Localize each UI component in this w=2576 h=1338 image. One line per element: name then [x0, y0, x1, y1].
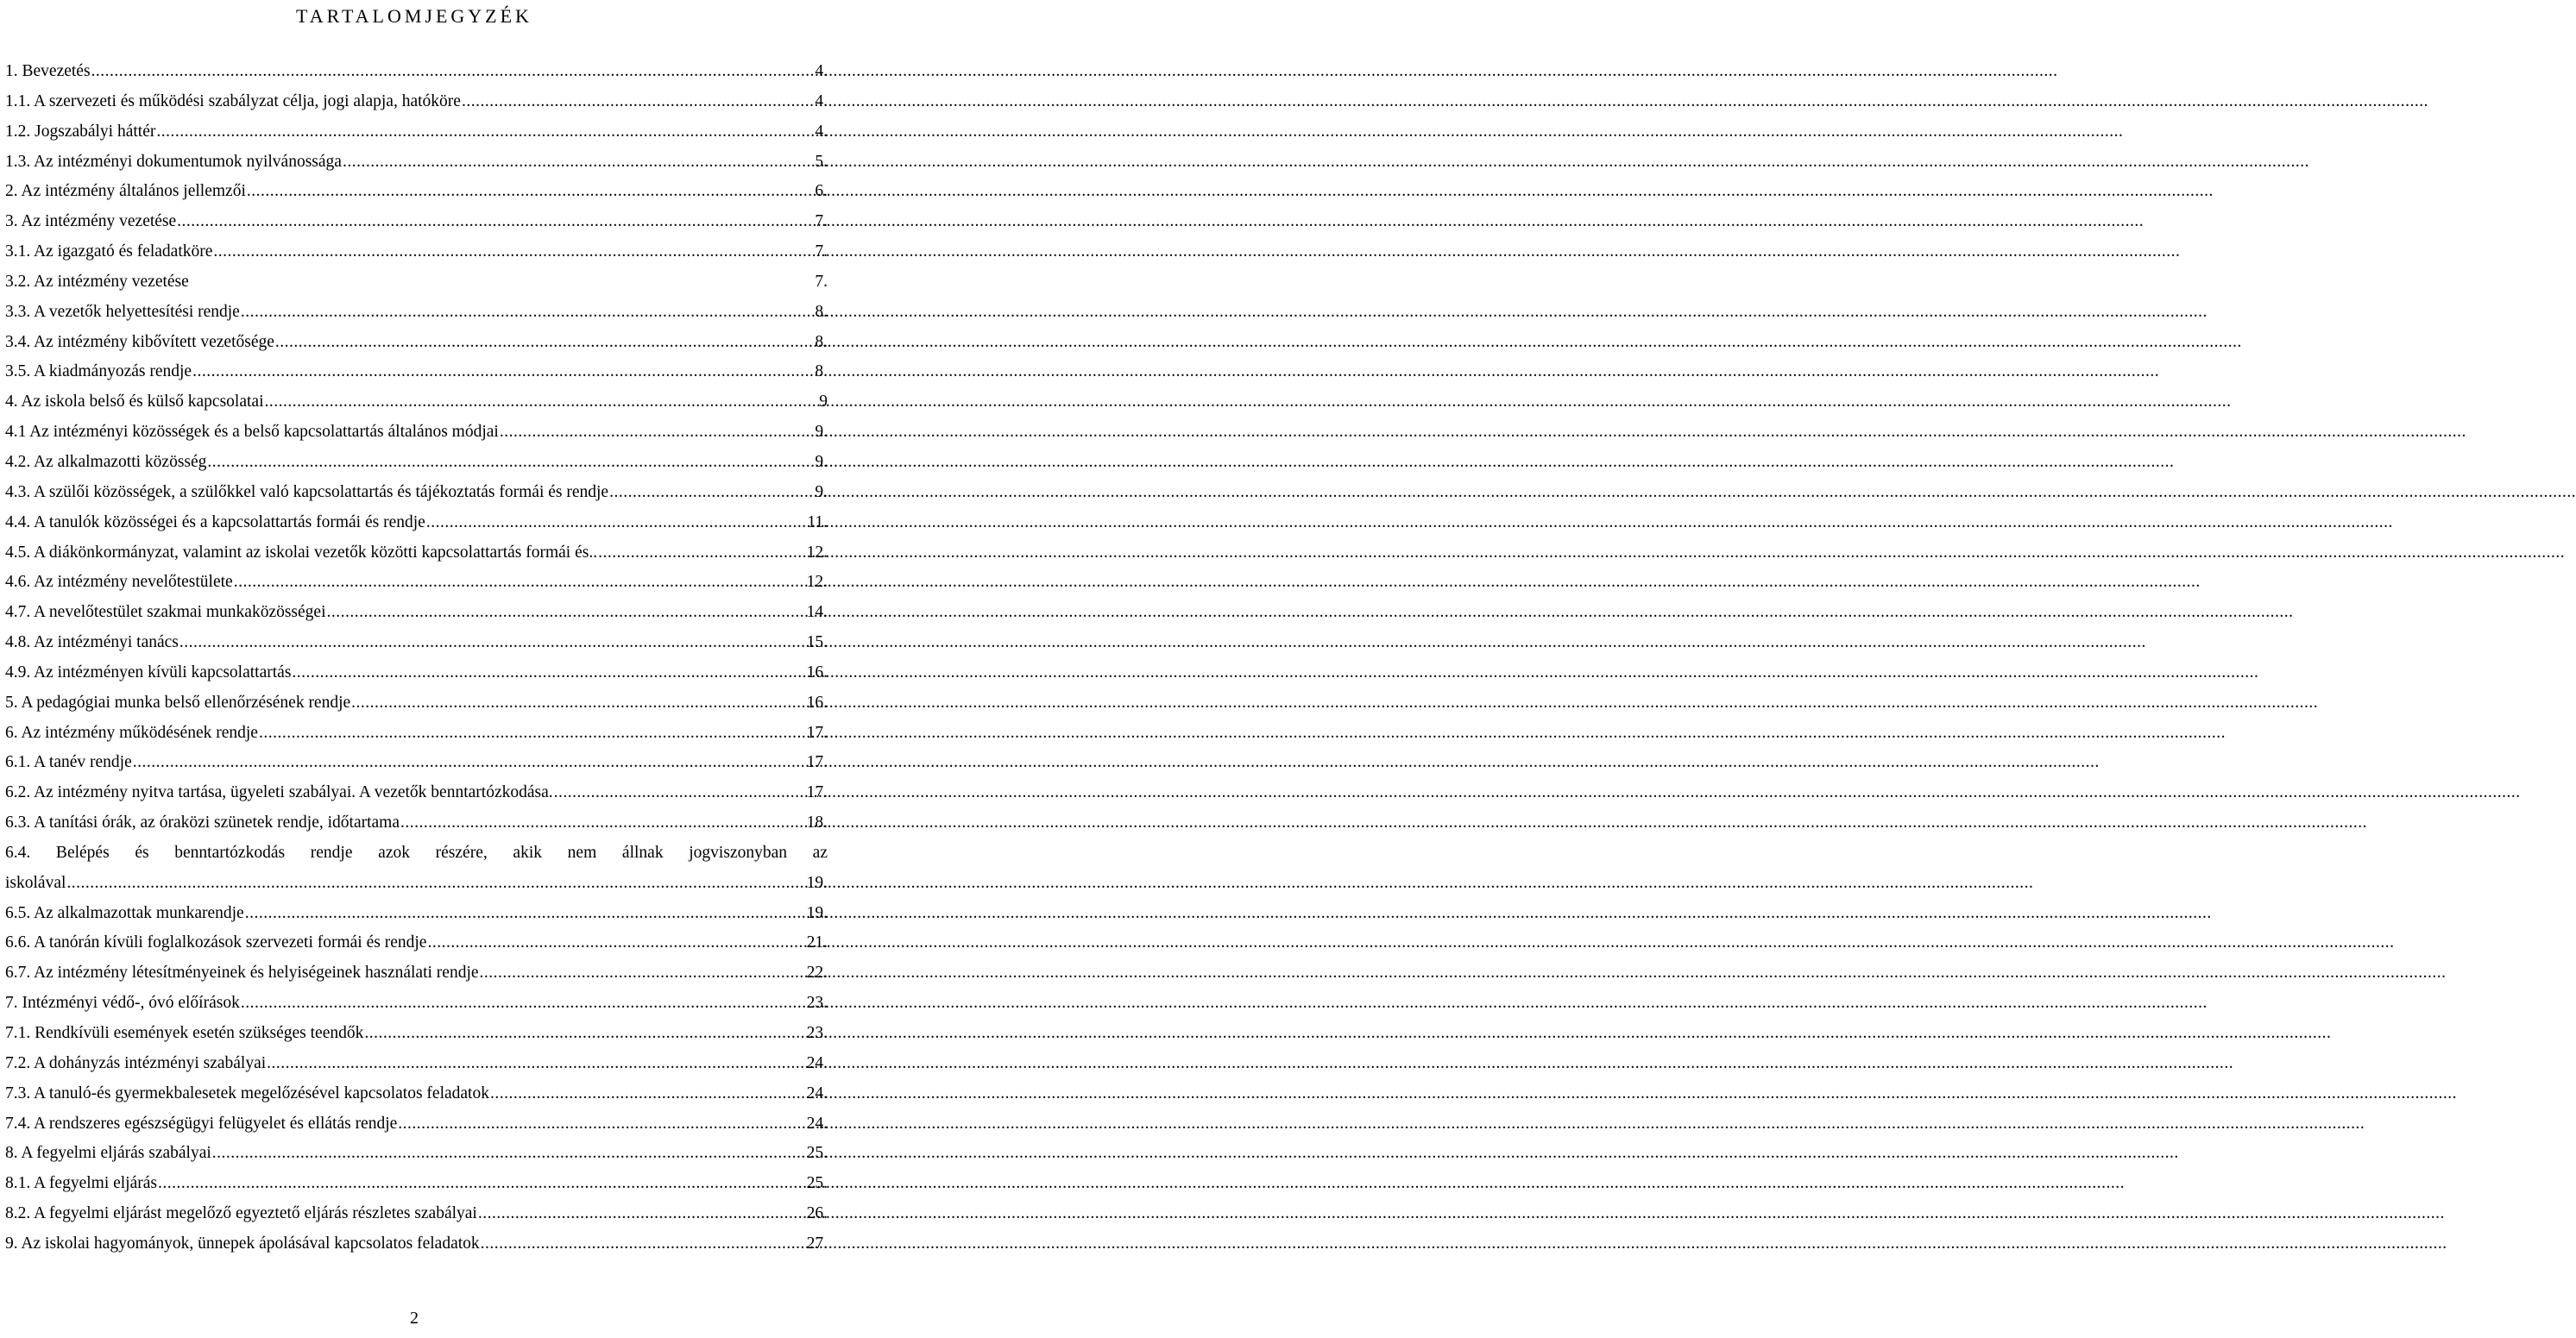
toc-entry-page: 17.: [806, 783, 828, 802]
toc-entry-page: 25.: [806, 1144, 828, 1163]
page-title: TARTALOMJEGYZÉK: [296, 5, 532, 27]
toc-entry[interactable]: [5, 899, 828, 929]
toc-entry-label-line2: iskolával: [5, 873, 66, 892]
toc-entry[interactable]: [5, 1139, 828, 1169]
toc-entry-page: 25.: [806, 1174, 828, 1193]
toc-dot-leader: [462, 87, 814, 117]
toc-entry[interactable]: [5, 1079, 828, 1109]
toc-dot-leader: [177, 207, 814, 237]
toc-entry-label: 4. Az iskola belső és külső kapcsolatai: [5, 393, 264, 411]
toc-entry-page: 18.: [806, 813, 828, 832]
toc-dot-leader: [192, 357, 814, 387]
toc-entry-label: 6.1. A tanév rendje: [5, 753, 132, 772]
toc-entry-page: 11.: [807, 512, 828, 531]
toc-entry[interactable]: [5, 267, 828, 298]
toc-entry-label: 3.3. A vezetők helyettesítési rendje: [5, 302, 240, 321]
toc-entry[interactable]: [5, 568, 828, 598]
toc-entry-label: 3.2. Az intézmény vezetése: [5, 272, 189, 291]
toc-entry[interactable]: [5, 778, 828, 808]
toc-entry[interactable]: [5, 478, 828, 508]
toc-entry-page: 17.: [806, 723, 828, 742]
toc-entry-label: 6.2. Az intézmény nyitva tartása, ügyeleti szabályai. A vezetők benntartózkodása.: [5, 783, 553, 802]
toc-entry-page: 4.: [815, 122, 828, 141]
toc-entry-label: 3. Az intézmény vezetése: [5, 212, 177, 231]
toc-entry-label: 4.2. Az alkalmazotti közösség: [5, 452, 207, 471]
toc-dot-leader: [398, 1109, 805, 1140]
toc-entry-page: 9: [819, 393, 828, 411]
toc-entry-page: 12.: [806, 573, 828, 592]
toc-entry-page: 8.: [815, 362, 828, 381]
toc-dot-leader: [490, 1079, 806, 1109]
toc-dot-leader: [480, 958, 806, 989]
toc-entry-label: 3.1. Az igazgató és feladatköre: [5, 242, 213, 261]
toc-entry[interactable]: [5, 298, 828, 328]
toc-entry-page: 16.: [806, 663, 828, 682]
toc-entry-label: 6. Az intézmény működésének rendje: [5, 723, 258, 742]
toc-entry[interactable]: [5, 1049, 828, 1079]
toc-entry[interactable]: [5, 808, 828, 839]
toc-entry-page: 15.: [806, 633, 828, 652]
toc-dot-leader: [554, 778, 806, 808]
toc-entry[interactable]: [5, 688, 828, 719]
toc-entry-page: 22.: [806, 964, 828, 983]
toc-entry[interactable]: [5, 538, 828, 568]
toc-entry-page: 9.: [815, 423, 828, 442]
toc-dot-leader: [180, 628, 806, 658]
toc-entry-page: 4.: [815, 91, 828, 110]
toc-dot-leader: [267, 1049, 805, 1079]
toc-entry[interactable]: [5, 87, 828, 117]
toc-dot-leader: [207, 448, 814, 478]
toc-entry-page: 8.: [815, 302, 828, 321]
toc-dot-leader: [156, 117, 814, 148]
toc-dot-leader: [351, 688, 805, 719]
toc-entry-label: 3.5. A kiadmányozás rendje: [5, 362, 192, 381]
toc-entry-label: 4.3. A szülői közösségek, a szülőkkel való kapcsolattartás és tájékoztatás formái és rendje: [5, 482, 609, 501]
toc-entry[interactable]: [5, 207, 828, 237]
toc-entry-label: 7.3. A tanuló-és gyermekbalesetek megelőzésével kapcsolatos feladatok: [5, 1084, 489, 1102]
toc-dot-leader: [245, 899, 806, 929]
toc-dot-leader: [364, 1019, 805, 1049]
toc-entry-label: 7.1. Rendkívüli események esetén szükséges teendők: [5, 1024, 364, 1042]
toc-entry-page: 23.: [806, 1024, 828, 1042]
toc-entry[interactable]: [5, 958, 828, 989]
toc-entry[interactable]: [5, 177, 828, 207]
toc-dot-leader: [598, 538, 806, 568]
toc-entry[interactable]: [5, 598, 828, 628]
toc-dot-leader: [213, 237, 814, 267]
toc-dot-leader: [91, 57, 815, 87]
toc-entry-page: 7.: [815, 242, 828, 261]
toc-entry[interactable]: [5, 1019, 828, 1049]
toc-entry-label: 2. Az intézmény általános jellemzői: [5, 182, 246, 201]
toc-entry-page: 26.: [806, 1204, 828, 1223]
toc-entry-label: 4.9. Az intézményen kívüli kapcsolattartás: [5, 663, 292, 682]
toc-entry[interactable]: [5, 117, 828, 148]
toc-entry[interactable]: [5, 328, 828, 358]
toc-entry-label: 6.5. Az alkalmazottak munkarendje: [5, 903, 244, 922]
toc-entry-label: 4.5. A diákönkormányzat, valamint az iskolai vezetők közötti kapcsolattartás formái és..: [5, 543, 598, 562]
toc-entry[interactable]: [5, 1199, 828, 1229]
toc-entry-label: 6.3. A tanítási órák, az óraközi szünetek rendje, időtartama: [5, 813, 400, 832]
toc-entry-label: 1.2. Jogszabályi háttér: [5, 122, 156, 141]
toc-entry-label: 6.6. A tanórán kívüli foglalkozások szervezeti formái és rendje: [5, 933, 427, 952]
toc-entry-page: 24.: [806, 1114, 828, 1133]
toc-dot-leader: [427, 928, 805, 958]
toc-entry-page: 16.: [806, 693, 828, 712]
toc-entry-label: 8. A fegyelmi eljárás szabályai: [5, 1144, 211, 1163]
toc-entry-page: 9.: [815, 452, 828, 471]
toc-entry-page: 6.: [815, 182, 828, 201]
toc-dot-leader: [609, 478, 814, 508]
toc-entry-label: 8.2. A fegyelmi eljárást megelőző egyeztető eljárás részletes szabályai: [5, 1204, 477, 1223]
table-of-contents: [5, 57, 828, 1259]
toc-entry-label-line1: 6.4. Belépés és benntartózkodás rendje azok részére, akik nem állnak jogviszonyban az: [5, 843, 828, 862]
toc-entry[interactable]: [5, 508, 828, 538]
toc-entry[interactable]: [5, 418, 828, 448]
page-number: 2: [410, 1309, 419, 1328]
toc-dot-leader: [327, 598, 806, 628]
toc-entry-page: 17.: [806, 753, 828, 772]
toc-entry[interactable]: [5, 357, 828, 387]
toc-entry[interactable]: [5, 928, 828, 958]
toc-dot-leader: [292, 658, 805, 688]
toc-entry-label: 9. Az iskolai hagyományok, ünnepek ápolásával kapcsolatos feladatok: [5, 1234, 480, 1253]
toc-dot-leader: [481, 1229, 806, 1259]
toc-entry[interactable]: [5, 719, 828, 749]
toc-entry[interactable]: [5, 57, 828, 87]
toc-entry[interactable]: [5, 658, 828, 688]
toc-entry-page: 14.: [806, 603, 828, 622]
toc-entry-page: 8.: [815, 332, 828, 351]
toc-entry-page: 27.: [806, 1234, 828, 1253]
toc-dot-leader: [247, 177, 815, 207]
toc-entry[interactable]: [5, 448, 828, 478]
toc-dot-leader: [66, 869, 805, 899]
toc-entry-label: 7. Intézményi védő-, óvó előírások: [5, 994, 240, 1013]
toc-entry-line2: [5, 869, 828, 899]
toc-entry[interactable]: [5, 148, 828, 178]
toc-entry-label: 4.7. A nevelőtestület szakmai munkaközösségei: [5, 603, 326, 622]
toc-entry[interactable]: [5, 748, 828, 778]
toc-entry-label: 4.4. A tanulók közösségei és a kapcsolattartás formái és rendje: [5, 512, 425, 531]
toc-dot-leader: [265, 387, 819, 418]
toc-entry[interactable]: [5, 628, 828, 658]
toc-entry-page: 5.: [815, 152, 828, 171]
toc-entry-page: 19.: [806, 873, 828, 892]
toc-entry-label: 1.3. Az intézményi dokumentumok nyilvánossága: [5, 152, 342, 171]
toc-dot-leader: [234, 568, 806, 598]
toc-dot-leader: [343, 148, 814, 178]
toc-entry-page: 4.: [815, 62, 828, 80]
toc-entry-page: 24.: [806, 1053, 828, 1072]
toc-entry-label: 1. Bevezetés: [5, 62, 91, 80]
toc-entry[interactable]: [5, 1109, 828, 1140]
toc-entry-label: 5. A pedagógiai munka belső ellenőrzésének rendje: [5, 693, 351, 712]
toc-dot-leader: [478, 1199, 806, 1229]
toc-entry-page: 19.: [806, 903, 828, 922]
toc-entry-label: 7.2. A dohányzás intézményi szabályai: [5, 1053, 267, 1072]
toc-entry-label: 6.7. Az intézmény létesítményeinek és helyiségeinek használati rendje: [5, 964, 479, 983]
toc-dot-leader: [400, 808, 806, 839]
toc-entry-multiline[interactable]: [5, 839, 828, 899]
toc-entry[interactable]: [5, 1229, 828, 1259]
toc-entry-page: 23.: [806, 994, 828, 1013]
toc-dot-leader: [426, 508, 807, 538]
toc-dot-leader: [158, 1169, 806, 1199]
toc-entry-page: 12.: [806, 543, 828, 562]
toc-entry-label: 4.8. Az intézményi tanács: [5, 633, 179, 652]
toc-entry-label: 3.4. Az intézmény kibővített vezetősége: [5, 332, 274, 351]
toc-entry-label: 7.4. A rendszeres egészségügyi felügyelet és ellátás rendje: [5, 1114, 398, 1133]
toc-entry-page: 24.: [806, 1084, 828, 1102]
toc-entry[interactable]: [5, 989, 828, 1019]
toc-entry-label: 1.1. A szervezeti és működési szabályzat célja, jogi alapja, hatóköre: [5, 91, 461, 110]
toc-dot-leader: [241, 298, 815, 328]
toc-entry[interactable]: [5, 1169, 828, 1199]
toc-entry[interactable]: [5, 237, 828, 267]
toc-dot-leader: [500, 418, 815, 448]
toc-dot-leader: [259, 719, 806, 749]
toc-entry-page: 7.: [815, 272, 828, 291]
toc-entry-page: 21.: [806, 933, 828, 952]
toc-dot-leader: [275, 328, 814, 358]
toc-entry-label: 4.1 Az intézményi közösségek és a belső kapcsolattartás általános módjai: [5, 423, 499, 442]
toc-entry-label: 4.6. Az intézmény nevelőtestülete: [5, 573, 233, 592]
toc-entry[interactable]: [5, 387, 828, 418]
toc-dot-leader: [133, 748, 806, 778]
toc-entry-label: 8.1. A fegyelmi eljárás: [5, 1174, 157, 1193]
toc-entry-page: 7.: [815, 212, 828, 231]
toc-entry-page: 9.: [815, 482, 828, 501]
toc-dot-leader: [212, 1139, 806, 1169]
toc-dot-leader: [241, 989, 806, 1019]
